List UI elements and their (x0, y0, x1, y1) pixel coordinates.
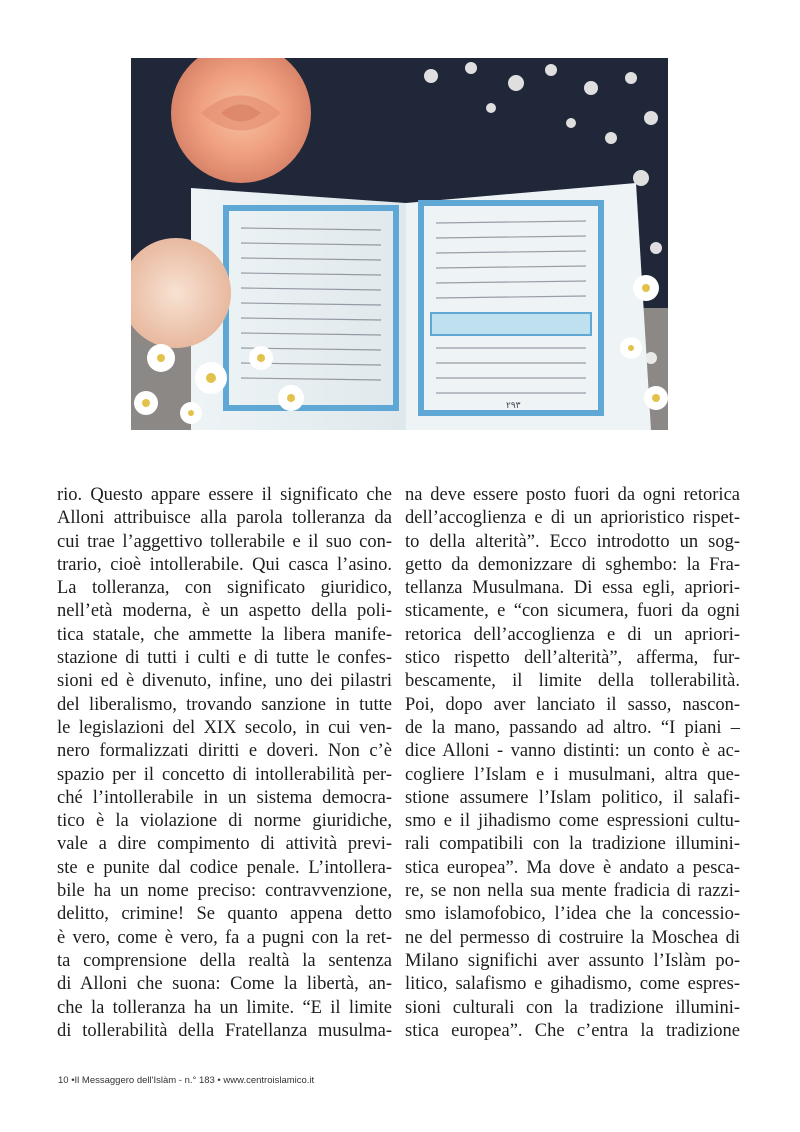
text-line: le legislazioni del XIX secolo, in cui ven- (57, 717, 392, 738)
page-number-glyph: ٢٩٣ (506, 401, 521, 411)
text-line: del liberalismo, trovando sanzione in tutte (57, 694, 392, 715)
text-line: stazione di tutti i culti e di tutte le confes- (57, 648, 392, 669)
text-line: sticamente, e “con sicumera, fuori da ogni (405, 601, 740, 622)
text-line: getto da demonizzare di sghembo: la Fra- (405, 554, 740, 575)
text-line: smo islamofobico, l’idea che la concessio- (405, 904, 740, 925)
text-line: stione assumere l’Islam politico, il salafi- (405, 787, 740, 808)
text-line: delitto, crimine! Se quanto appena detto (57, 904, 392, 925)
text-line: vale a dire compimento di attività previ- (57, 834, 392, 855)
text-line: smo e il jihadismo come espressioni cultu- (405, 811, 740, 832)
text-line: di Alloni che suona: Come la libertà, an- (57, 974, 392, 995)
text-line: dice Alloni - vanno distinti: un conto è ac- (405, 741, 740, 762)
text-line: è vero, come è vero, fa a pugni con la ret- (57, 927, 392, 948)
text-line: tica statale, che ammette la libera manife- (57, 624, 392, 645)
text-line: Milano significhi aver assunto l’Islàm po- (405, 950, 740, 971)
text-line: dell’accoglienza e di un aprioristico rispet- (405, 508, 740, 529)
text-line: bile ha un nome preciso: contravvenzione, (57, 881, 392, 902)
text-line: rali compatibili con la tradizione illumini- (405, 834, 740, 855)
text-line: ta comprensione della realtà la sentenza (57, 950, 392, 971)
text-line: stica europea”. Che c’entra la tradizione (405, 1020, 740, 1041)
text-line: ste e punite dal codice penale. L’intollera- (57, 857, 392, 878)
text-line: stica europea”. Ma dove è andato a pesca- (405, 857, 740, 878)
text-line: Poi, dopo aver lanciato il sasso, nascon- (405, 694, 740, 715)
article-column-right (405, 484, 740, 1043)
text-line: ché l’intollerabile in un sistema democra- (57, 787, 392, 808)
text-line: cogliere l’Islam e i musulmani, altra que- (405, 764, 740, 785)
text-line: bescamente, il limite della tollerabilità. (405, 671, 740, 692)
text-line: stico rispetto dell’alterità”, afferma, fur- (405, 648, 740, 669)
text-line: litico, salafismo e gihadismo, come espres- (405, 974, 740, 995)
text-line: La tolleranza, con significato giuridico, (57, 578, 392, 599)
text-line: trario, cioè intollerabile. Qui casca l’asino. (57, 554, 392, 575)
text-line: ne del permesso di costruire la Moschea di (405, 927, 740, 948)
text-line: che la tolleranza ha un limite. “E il limite (57, 997, 392, 1018)
text-line: nell’età moderna, è un aspetto della poli- (57, 601, 392, 622)
quran-photo (131, 58, 668, 430)
page-footer: 10 •Il Messaggero dell'Islàm - n.° 183 • www.centroislamico.it (58, 1075, 315, 1086)
text-line: de la mano, passando ad altro. “I piani – (405, 717, 740, 738)
article-column-left (57, 484, 392, 1043)
text-line: sioni culturali con la tradizione illumini- (405, 997, 740, 1018)
text-line: sioni ed è divenuto, infine, uno dei pilastri (57, 671, 392, 692)
text-line: tellanza Musulmana. Di essa egli, apriori- (405, 578, 740, 599)
text-line: Alloni attribuisce alla parola tolleranza da (57, 508, 392, 529)
text-line: rio. Questo appare essere il significato che (57, 485, 392, 505)
text-line: na deve essere posto fuori da ogni retorica (405, 485, 740, 505)
text-line: to della alterità”. Ecco introdotto un sog- (405, 531, 740, 552)
text-line: retorica dell’accoglienza e di un apriori- (405, 624, 740, 645)
quran-illustration (131, 58, 668, 430)
text-line: nero formalizzati diritti e doveri. Non c’è (57, 741, 392, 762)
text-line: re, se non nella sua mente fradicia di razzi- (405, 881, 740, 902)
text-line: di tollerabilità della Fratellanza musulma- (57, 1020, 392, 1041)
text-line: tico è la violazione di norme giuridiche, (57, 811, 392, 832)
text-line: cui trae l’aggettivo tollerabile e il suo con- (57, 531, 392, 552)
text-line: spazio per il concetto di intollerabilità per- (57, 764, 392, 785)
